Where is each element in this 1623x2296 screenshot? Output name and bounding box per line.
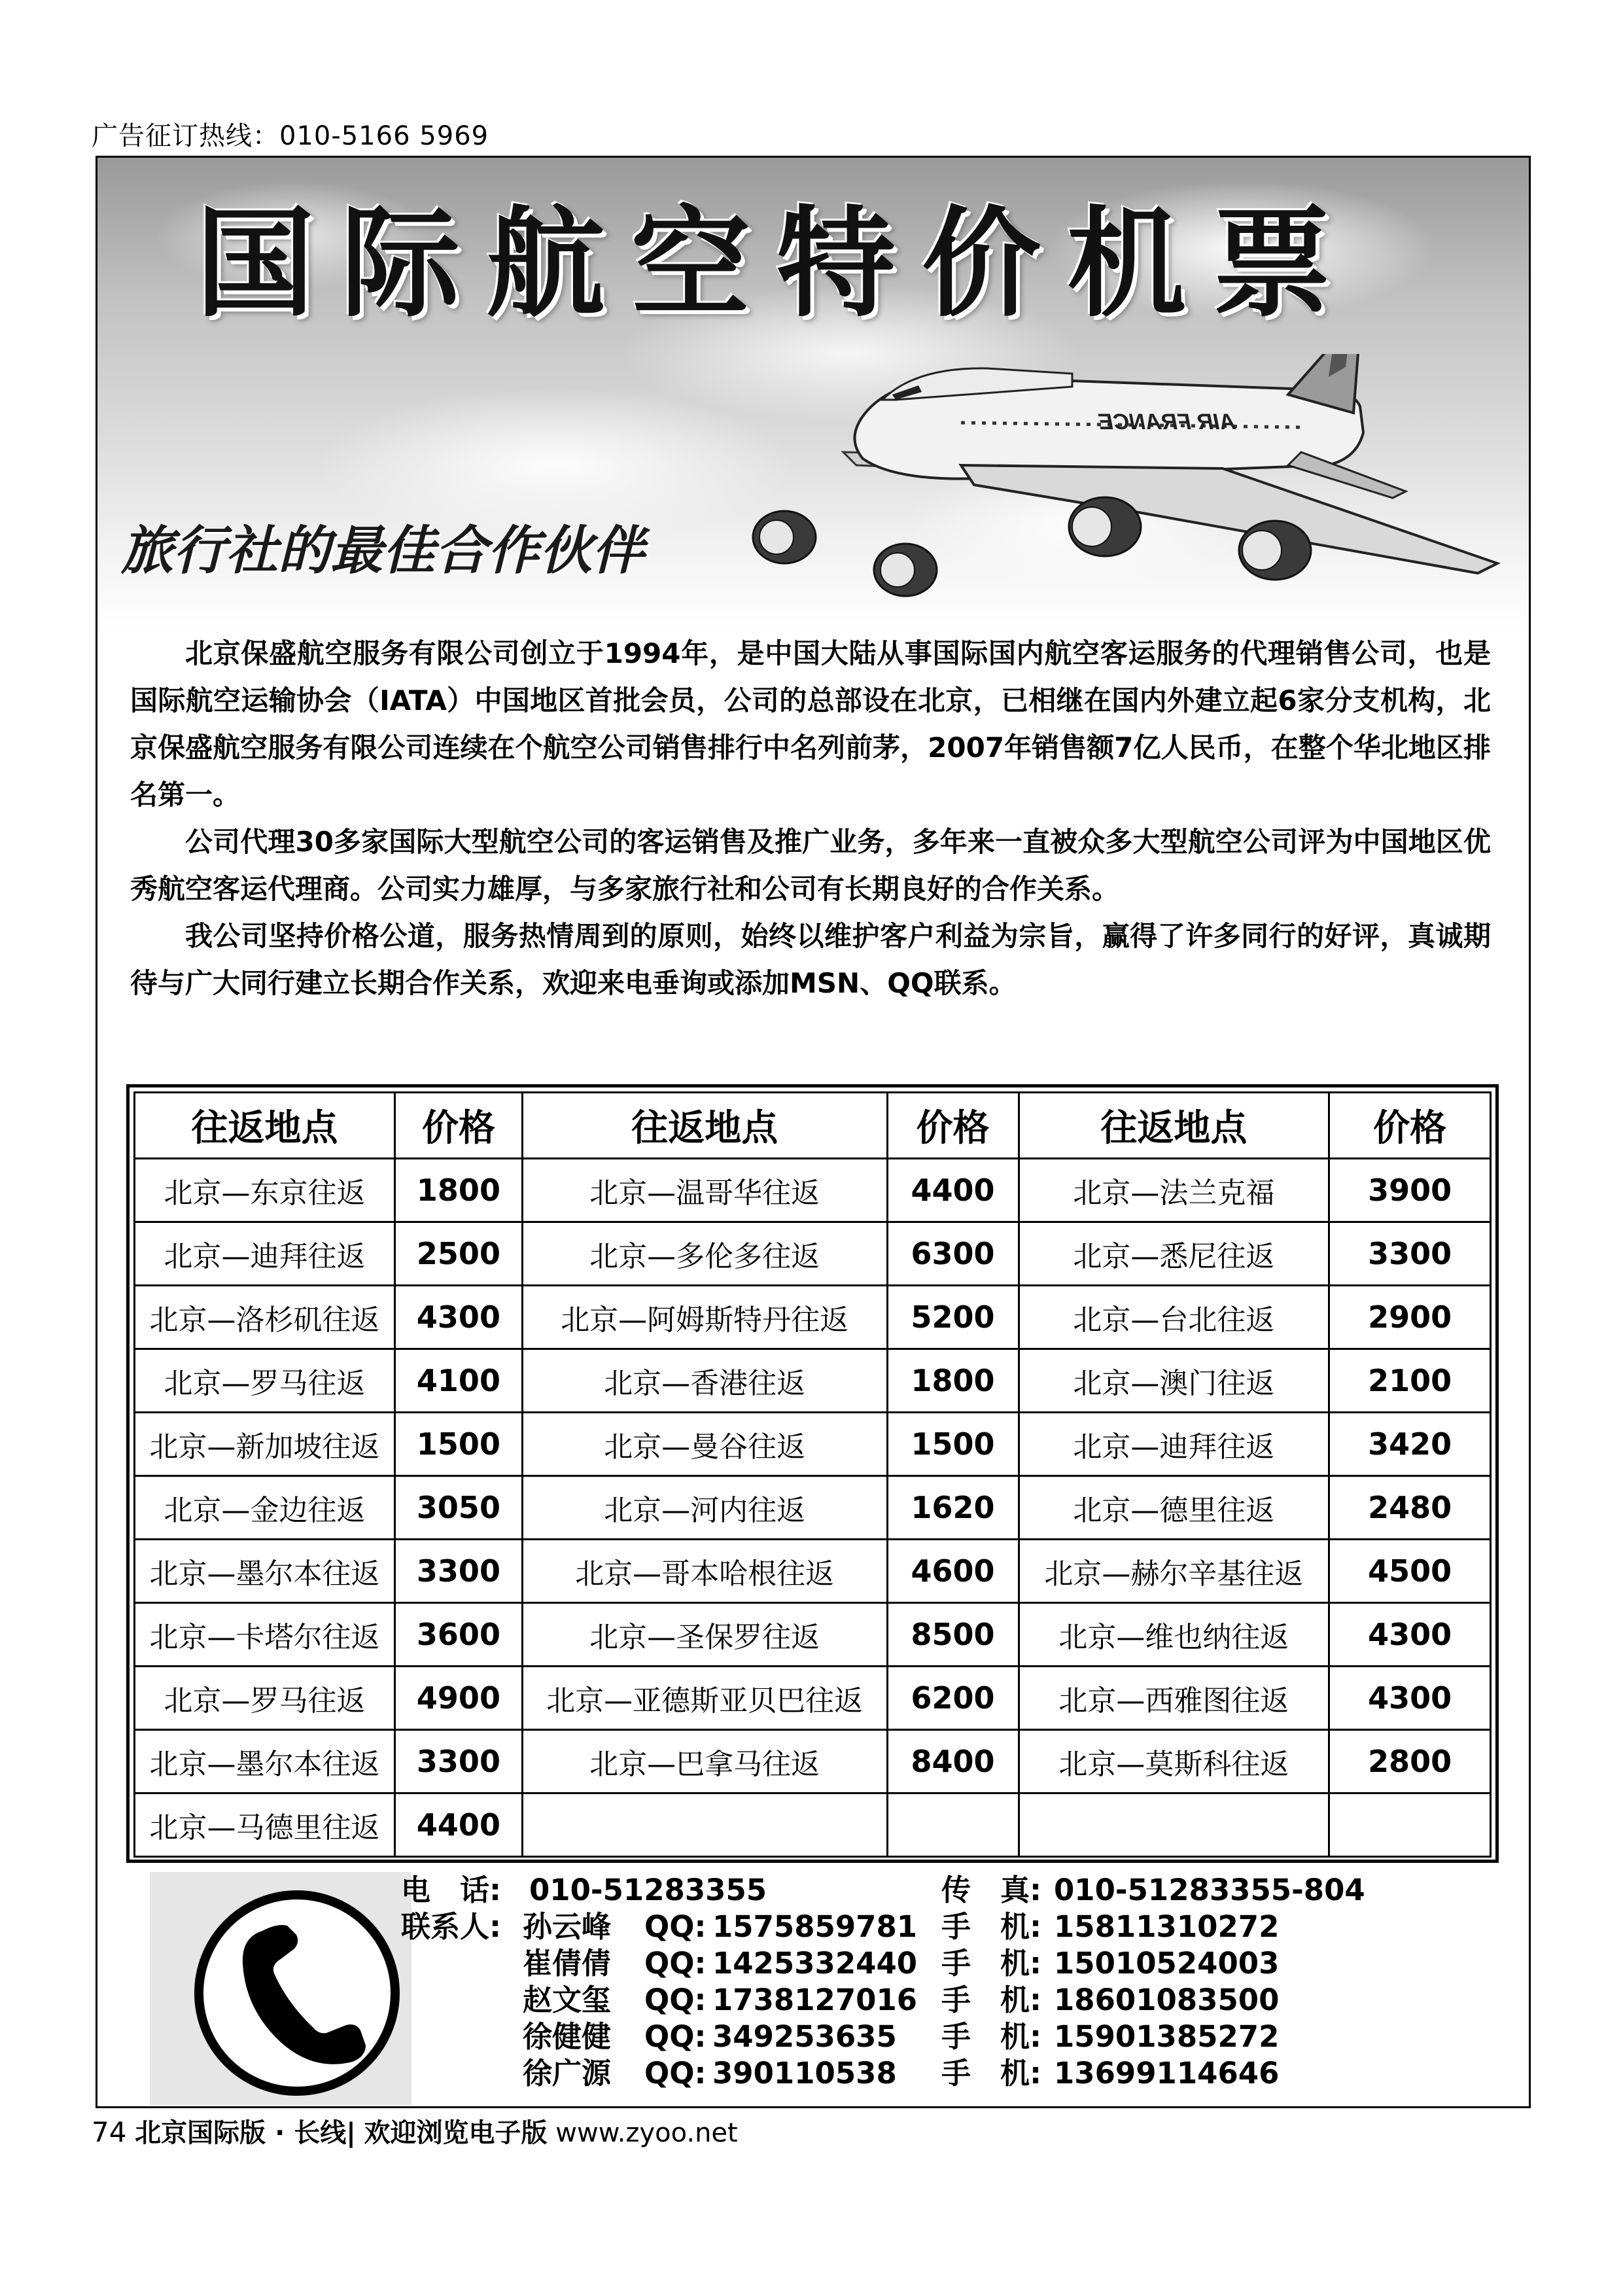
price-cell: 2800 [1329, 1730, 1491, 1793]
table-row [135, 1667, 1491, 1730]
route-cell: 北京—阿姆斯特丹往返 [522, 1286, 887, 1349]
price-cell: 1500 [887, 1413, 1019, 1476]
price-cell: 1500 [395, 1413, 523, 1476]
route-cell: 北京—洛杉矶往返 [135, 1286, 395, 1349]
price-cell: 3300 [395, 1540, 523, 1603]
footer-welcome: 欢迎浏览电子版 [364, 2118, 548, 2148]
subtitle: 旅行社的最佳合作伙伴 [121, 520, 644, 581]
qq-label: QQ: [644, 1946, 707, 1981]
telephone-icon [189, 1885, 405, 2101]
route-cell: 北京—赫尔辛基往返 [1019, 1540, 1329, 1603]
route-cell [1019, 1793, 1329, 1857]
route-cell: 北京—曼谷往返 [522, 1413, 887, 1476]
contact-name: 徐健健 [523, 2019, 612, 2054]
price-cell: 1800 [887, 1349, 1019, 1413]
page-footer [92, 2112, 738, 2149]
ad-hotline: 广告征订热线：010-5166 5969 [92, 121, 489, 151]
route-cell: 北京—香港往返 [522, 1349, 887, 1413]
mobile-label: 手 机: [941, 1946, 1041, 1981]
route-cell [522, 1793, 887, 1857]
price-cell: 1800 [395, 1159, 523, 1222]
route-cell: 北京—悉尼往返 [1019, 1222, 1329, 1286]
price-cell: 2100 [1329, 1349, 1491, 1413]
ad-frame [96, 156, 1531, 2108]
mobile-label: 手 机: [941, 1983, 1041, 2017]
tel-number: 010-51283355 [529, 1873, 767, 1907]
price-cell: 4300 [395, 1286, 523, 1349]
table-row [135, 1730, 1491, 1793]
footer-url[interactable]: www.zyoo.net [555, 2118, 738, 2148]
price-cell: 4300 [1329, 1603, 1491, 1667]
price-cell: 4400 [887, 1159, 1019, 1222]
table-row [135, 1159, 1491, 1222]
contact-name: 孙云峰 [523, 1909, 612, 1944]
route-cell: 北京—马德里往返 [135, 1793, 395, 1857]
price-cell [1329, 1793, 1491, 1857]
route-cell: 北京—河内往返 [522, 1476, 887, 1540]
tel-label: 电 话: [401, 1873, 501, 1907]
mobile-number: 15901385272 [1054, 2019, 1280, 2054]
qq-number: 390110538 [712, 2056, 897, 2091]
price-cell: 4900 [395, 1667, 523, 1730]
intro-paragraph-2: 公司代理30多家国际大型航空公司的客运销售及推广业务，多年来一直被众多大型航空公司评为中国地区优秀航空客运代理商。公司实力雄厚，与多家旅行社和公司有长期良好的合作关系。 [130, 826, 1491, 905]
header-route: 往返地点 [1019, 1093, 1329, 1159]
price-cell: 3300 [1329, 1222, 1491, 1286]
route-cell: 北京—迪拜往返 [1019, 1413, 1329, 1476]
contact-label: 联系人: [401, 1909, 501, 1944]
mobile-number: 13699114646 [1054, 2056, 1280, 2091]
price-cell: 8500 [887, 1603, 1019, 1667]
price-cell: 4400 [395, 1793, 523, 1857]
route-cell: 北京—巴拿马往返 [522, 1730, 887, 1793]
mobile-label: 手 机: [941, 2056, 1041, 2091]
price-cell: 6200 [887, 1667, 1019, 1730]
contact-name: 崔倩倩 [523, 1946, 612, 1981]
route-cell: 北京—澳门往返 [1019, 1349, 1329, 1413]
table-row [135, 1286, 1491, 1349]
header-price: 价格 [887, 1093, 1019, 1159]
price-cell: 4600 [887, 1540, 1019, 1603]
qq-label: QQ: [644, 1983, 707, 2017]
fax-number: 010-51283355-804 [1054, 1873, 1365, 1907]
route-cell: 北京—法兰克福 [1019, 1159, 1329, 1222]
header-route: 往返地点 [135, 1093, 395, 1159]
route-cell: 北京—金边往返 [135, 1476, 395, 1540]
mobile-number: 18601083500 [1054, 1983, 1280, 2017]
price-cell [887, 1793, 1019, 1857]
header-price: 价格 [395, 1093, 523, 1159]
qq-label: QQ: [644, 2056, 707, 2091]
route-cell: 北京—西雅图往返 [1019, 1667, 1329, 1730]
sky-banner [97, 158, 1529, 629]
qq-label: QQ: [644, 1909, 707, 1944]
route-cell: 北京—卡塔尔往返 [135, 1603, 395, 1667]
page-number: 74 [92, 2116, 127, 2148]
price-cell: 3420 [1329, 1413, 1491, 1476]
header-price: 价格 [1329, 1093, 1491, 1159]
price-cell: 3300 [395, 1730, 523, 1793]
route-cell: 北京—亚德斯亚贝巴往返 [522, 1667, 887, 1730]
qq-label: QQ: [644, 2019, 707, 2054]
contact-name: 徐广源 [523, 2056, 612, 2091]
route-cell: 北京—罗马往返 [135, 1349, 395, 1413]
route-cell: 北京—墨尔本往返 [135, 1540, 395, 1603]
mobile-number: 15811310272 [1054, 1909, 1280, 1944]
intro-paragraph-3: 我公司坚持价格公道，服务热情周到的原则，始终以维护客户利益为宗旨，赢得了许多同行的好评，真诚期待与广大同行建立长期合作关系，欢迎来电垂询或添加MSN、QQ联系。 [130, 920, 1491, 999]
route-cell: 北京—圣保罗往返 [522, 1603, 887, 1667]
route-cell: 北京—墨尔本往返 [135, 1730, 395, 1793]
route-cell: 北京—温哥华往返 [522, 1159, 887, 1222]
publication-title: 北京国际版 · 长线| [135, 2118, 356, 2148]
qq-number: 1575859781 [712, 1909, 918, 1944]
price-cell: 5200 [887, 1286, 1019, 1349]
intro-paragraph-1: 北京保盛航空服务有限公司创立于1994年，是中国大陆从事国际国内航空客运服务的代理销售公司，也是国际航空运输协会（IATA）中国地区首批会员，公司的总部设在北京，已相继在国内外建立起6家分支机构，北京保盛航空服务有限公司连续在个航空公司销售排行中名列前茅，2007年销售额7亿人民币，在整个华北地区排名第一。 [130, 637, 1491, 811]
qq-number: 1738127016 [712, 1983, 918, 2017]
price-cell: 2900 [1329, 1286, 1491, 1349]
mobile-label: 手 机: [941, 1909, 1041, 1944]
mobile-number: 15010524003 [1054, 1946, 1280, 1981]
qq-number: 349253635 [712, 2019, 897, 2054]
price-cell: 4300 [1329, 1667, 1491, 1730]
price-table-frame [126, 1084, 1499, 1863]
plane-livery-text: AIR FRANCE [1098, 410, 1236, 434]
price-cell: 6300 [887, 1222, 1019, 1286]
price-cell: 8400 [887, 1730, 1019, 1793]
route-cell: 北京—哥本哈根往返 [522, 1540, 887, 1603]
route-cell: 北京—莫斯科往返 [1019, 1730, 1329, 1793]
price-cell: 2500 [395, 1222, 523, 1286]
price-cell: 4500 [1329, 1540, 1491, 1603]
table-row [135, 1222, 1491, 1286]
route-cell: 北京—维也纳往返 [1019, 1603, 1329, 1667]
price-cell: 3600 [395, 1603, 523, 1667]
left-engines-icon [739, 485, 974, 642]
contact-name: 赵文玺 [523, 1983, 612, 2017]
route-cell: 北京—台北往返 [1019, 1286, 1329, 1349]
main-title: 国际航空特价机票 [196, 193, 1357, 333]
table-row [135, 1349, 1491, 1413]
route-cell: 北京—迪拜往返 [135, 1222, 395, 1286]
mobile-label: 手 机: [941, 2019, 1041, 2054]
qq-number: 1425332440 [712, 1946, 918, 1981]
price-cell: 4100 [395, 1349, 523, 1413]
table-row [135, 1540, 1491, 1603]
table-row [135, 1603, 1491, 1667]
price-table-body [135, 1159, 1491, 1857]
route-cell: 北京—多伦多往返 [522, 1222, 887, 1286]
price-cell: 1620 [887, 1476, 1019, 1540]
price-cell: 3050 [395, 1476, 523, 1540]
route-cell: 北京—东京往返 [135, 1159, 395, 1222]
route-cell: 北京—新加坡往返 [135, 1413, 395, 1476]
price-cell: 2480 [1329, 1476, 1491, 1540]
table-row [135, 1476, 1491, 1540]
price-table [133, 1091, 1492, 1858]
route-cell: 北京—罗马往返 [135, 1667, 395, 1730]
table-row [135, 1793, 1491, 1857]
route-cell: 北京—德里往返 [1019, 1476, 1329, 1540]
intro-text [130, 630, 1491, 1007]
table-header-row [135, 1093, 1491, 1159]
price-cell: 3900 [1329, 1159, 1491, 1222]
table-row [135, 1413, 1491, 1476]
fax-label: 传 真: [941, 1873, 1041, 1907]
header-route: 往返地点 [522, 1093, 887, 1159]
